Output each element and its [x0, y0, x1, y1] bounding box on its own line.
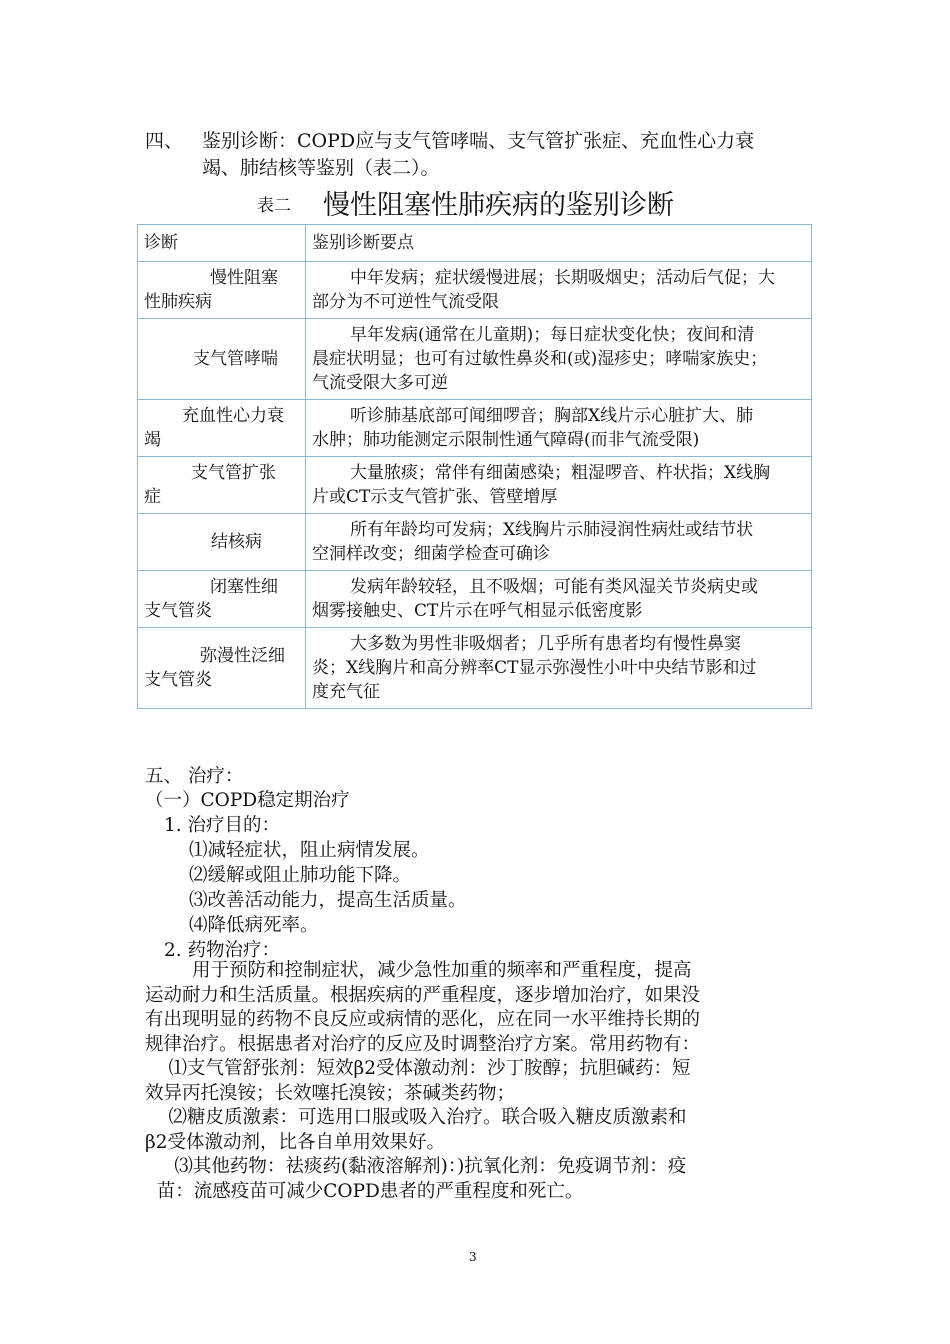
paragraph-line: 用于预防和控制症状，减少急性加重的频率和严重程度，提高	[145, 960, 692, 981]
paragraph-line: 有出现明显的药物不良反应或病情的恶化，应在同一水平维持长期的	[145, 1009, 701, 1030]
subsection-stable-treatment: （一）COPD稳定期治疗	[145, 790, 350, 811]
table-row	[138, 319, 812, 400]
paragraph-line: ⑴支气管舒张剂：短效β2受体激动剂：沙丁胺醇；抗胆碱药：短	[145, 1058, 691, 1079]
key-points-cell: 大量脓痰；常伴有细菌感染；粗湿啰音、杵状指；X线胸 片或CT示支气管扩张、管壁增厚	[306, 457, 812, 514]
paragraph-line: 规律治疗。根据患者对治疗的反应及时调整治疗方案。常用药物有：	[145, 1033, 701, 1055]
table-row	[138, 514, 812, 571]
header-diagnosis: 诊断	[138, 225, 306, 262]
key-points-cell: 所有年龄均可发病；X线胸片示肺浸润性病灶或结节状 空洞样改变；细菌学检查可确诊	[306, 514, 812, 571]
drug-therapy-paragraph	[145, 959, 809, 1204]
table-header-row	[138, 225, 812, 262]
goal-item: ⑴减轻症状，阻止病情发展。	[189, 840, 430, 861]
key-points-cell: 早年发病(通常在儿童期)；每日症状变化快；夜间和清 晨症状明显；也可有过敏性鼻炎和(或)湿疹史；哮喘家族史； 气流受限大多可逆	[306, 319, 812, 400]
differential-diagnosis-table	[137, 224, 812, 709]
section-4-number: 四、	[145, 130, 184, 152]
header-key-points: 鉴别诊断要点	[306, 225, 812, 262]
diagnosis-cell: 充血性心力衰 竭	[138, 400, 306, 457]
diagnosis-cell: 慢性阻塞 性肺疾病	[138, 262, 306, 319]
section-4-text-line-1: 鉴别诊断：COPD应与支气管哮喘、支气管扩张症、充血性心力衰	[202, 130, 755, 152]
goal-item: ⑷降低病死率。	[189, 915, 319, 936]
key-points-cell: 发病年龄较轻，且不吸烟；可能有类风湿关节炎病史或 烟雾接触史、CT片示在呼气相显示低密度影	[306, 571, 812, 628]
key-points-cell: 中年发病；症状缓慢进展；长期吸烟史；活动后气促；大 部分为不可逆性气流受限	[306, 262, 812, 319]
goal-item: ⑵缓解或阻止肺功能下降。	[189, 865, 412, 886]
section-4-text-line-2: 竭、肺结核等鉴别（表二）。	[202, 157, 440, 179]
paragraph-line: ⑵糖皮质激素：可选用口服或吸入治疗。联合吸入糖皮质激素和	[145, 1107, 687, 1128]
paragraph-line: β2受体激动剂，比各自单用效果好。	[145, 1131, 445, 1153]
section-5-heading: 五、 治疗：	[145, 766, 244, 787]
key-points-cell: 大多数为男性非吸烟者；几乎所有患者均有慢性鼻窦 炎；X线胸片和高分辨率CT显示弥漫性小叶中央结节影和过 度充气征	[306, 628, 812, 709]
diagnosis-cell: 支气管哮喘	[138, 319, 306, 400]
table-row	[138, 400, 812, 457]
item-treatment-goals: 1. 治疗目的：	[164, 815, 281, 836]
table-caption-title: 慢性阻塞性肺疾病的鉴别诊断	[323, 190, 674, 221]
item-drug-therapy: 2. 药物治疗：	[164, 940, 281, 961]
diagnosis-cell: 弥漫性泛细 支气管炎	[138, 628, 306, 709]
diagnosis-cell: 支气管扩张 症	[138, 457, 306, 514]
paragraph-line: ⑶其他药物：祛痰药(黏液溶解剂)：)抗氧化剂：免疫调节剂：疫	[145, 1156, 687, 1177]
table-caption-prefix: 表二	[257, 196, 291, 216]
table-row	[138, 262, 812, 319]
table-row	[138, 457, 812, 514]
diagnosis-cell: 结核病	[138, 514, 306, 571]
key-points-cell: 听诊肺基底部可闻细啰音；胸部X线片示心脏扩大、肺 水肿；肺功能测定示限制性通气障碍(而非气流受限)	[306, 400, 812, 457]
diagnosis-cell: 闭塞性细 支气管炎	[138, 571, 306, 628]
paragraph-line: 效异丙托溴铵；长效噻托溴铵；茶碱类药物；	[145, 1082, 516, 1104]
paragraph-line: 运动耐力和生活质量。根据疾病的严重程度，逐步增加治疗，如果没	[145, 984, 701, 1006]
goal-item: ⑶改善活动能力，提高生活质量。	[189, 890, 467, 911]
paragraph-line: 苗：流感疫苗可减少COPD患者的严重程度和死亡。	[145, 1180, 584, 1202]
table-row	[138, 571, 812, 628]
table-row	[138, 628, 812, 709]
page-number: 3	[469, 1250, 477, 1264]
